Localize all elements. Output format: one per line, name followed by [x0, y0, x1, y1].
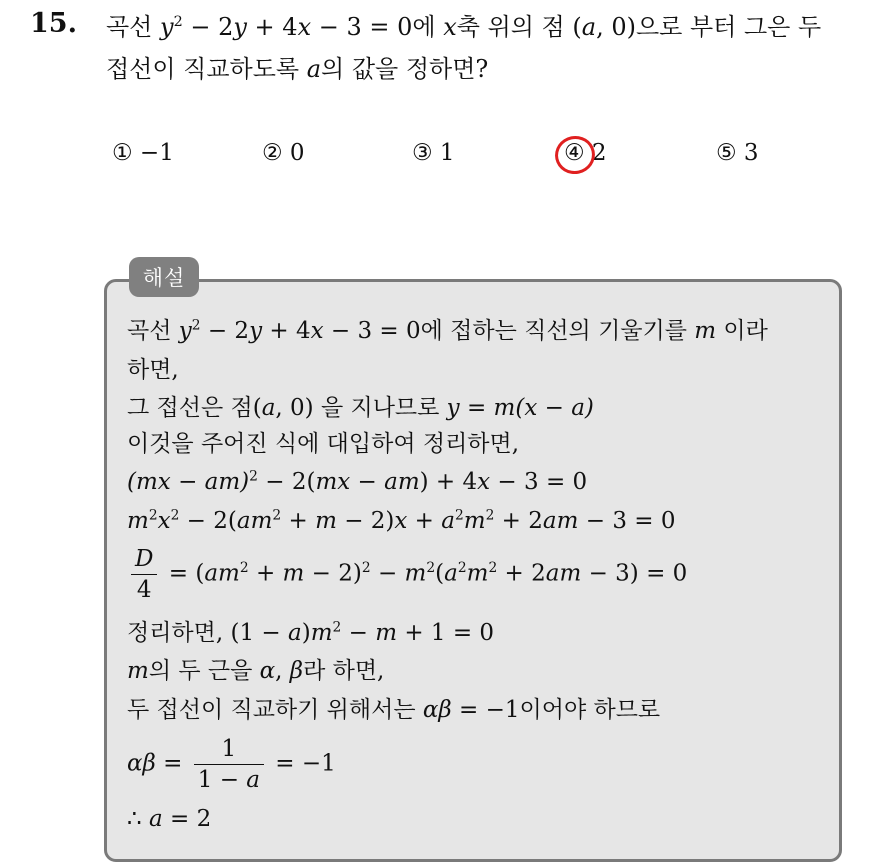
- fraction-d-over-4: $\frac{D}{4}$: [131, 544, 157, 605]
- question-number: 15.: [30, 8, 77, 39]
- choice-5[interactable]: ⑤ 3: [716, 140, 759, 166]
- answer-choices: [0, 140, 884, 180]
- fraction-1-over-1-minus-a: $\frac{1}{1 - a}$: [194, 734, 264, 795]
- choice-1[interactable]: ① −1: [112, 140, 174, 166]
- choice-2[interactable]: ② 0: [262, 140, 305, 166]
- solution-line-6: $m^2x^2 - 2(am^2 + m - 2)x + a^2m^2 + 2am - 3 = 0$: [127, 507, 676, 534]
- solution-line-4: 이것을 주어진 식에 대입하여 정리하면,: [127, 431, 520, 457]
- solution-line-3: 그 접선은 점(a, 0) 을 지나므로 y = m(x − a): [127, 395, 594, 421]
- solution-line-11: αβ = $\frac{1}{1 - a}$ = −1: [127, 736, 336, 793]
- solution-line-7: $\frac{D}{4}$ = $(am^2 + m - 2)^2 - m^2(a^2m^2 + 2am - 3) = 0$: [127, 544, 687, 605]
- solution-line-2: 하면,: [127, 357, 179, 383]
- choice-4[interactable]: ④ 2: [564, 140, 607, 166]
- solution-tag: 해설: [129, 257, 199, 297]
- solution-line-9: m의 두 근을 α, β라 하면,: [127, 658, 385, 684]
- solution-line-1: 곡선 $y^2 - 2y + 4x - 3 = 0$에 접하는 직선의 기울기를 m 이라: [127, 317, 768, 344]
- choice-3[interactable]: ③ 1: [412, 140, 455, 166]
- solution-line-12: ∴ a = 2: [127, 806, 212, 832]
- solution-line-8: 정리하면, $(1 - a)m^2 - m + 1 = 0$: [127, 619, 495, 646]
- question-line-1: 곡선 $y^2 - 2y + 4x - 3 = 0$에 x축 위의 점 (a, 0)으로 부터 그은 두: [106, 13, 822, 41]
- question-line-2: 접선이 직교하도록 a의 값을 정하면?: [106, 55, 489, 83]
- solution-line-5: (mx − am)$^2$ − 2(mx − am) + 4x − 3 = 0: [127, 468, 588, 495]
- solution-line-10: 두 접선이 직교하기 위해서는 αβ = −1이어야 하므로: [127, 697, 661, 723]
